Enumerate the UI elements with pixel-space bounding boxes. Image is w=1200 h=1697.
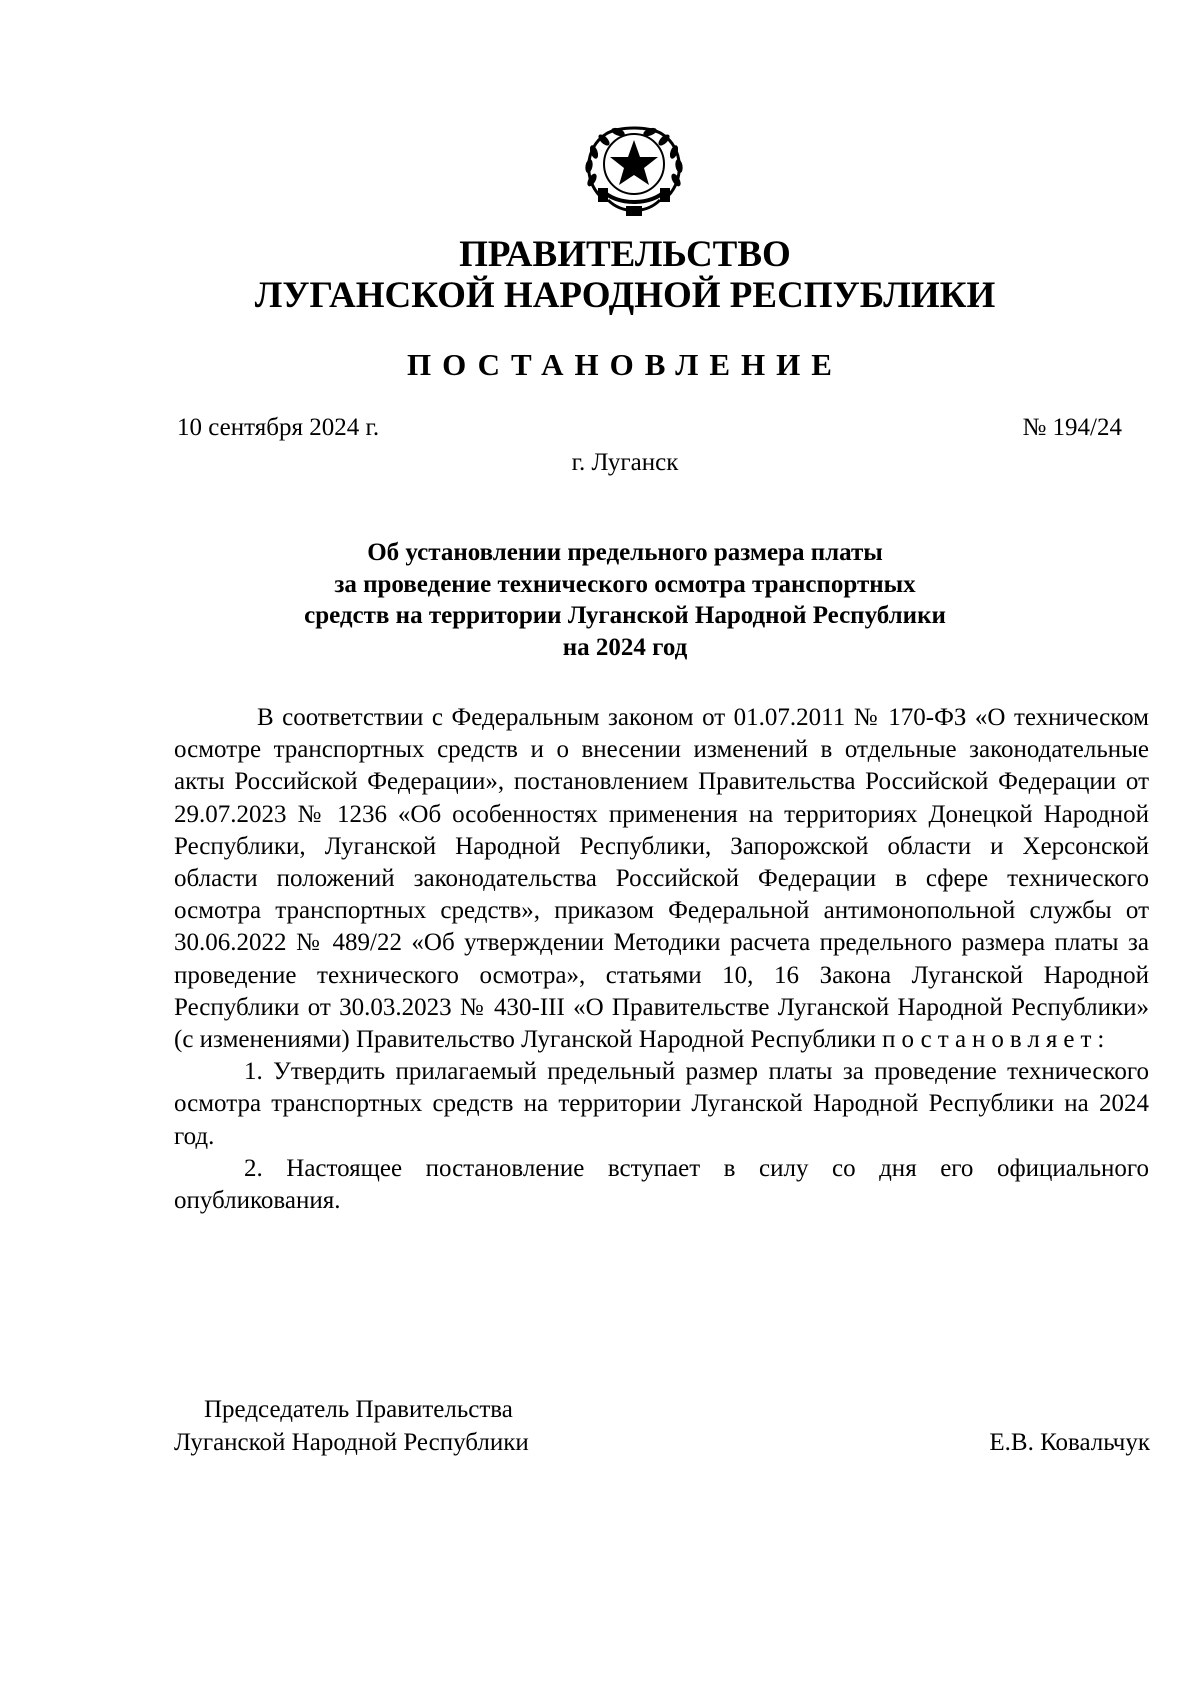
org-name-line2: ЛУГАНСКОЙ НАРОДНОЙ РЕСПУБЛИКИ [254, 275, 996, 316]
title-line4: на 2024 год [562, 633, 688, 661]
title-line3: средств на территории Луганской Народной Республики [304, 602, 946, 629]
preamble-text: В соответствии с Федеральным законом от 01.07.2011 № 170-ФЗ «О техническом осмотре транспортных средств и о внесении изменений в отдельные законодательные акты Российской Федерации», постановлением Правительства Российской Федерации от 29.07.2023 № 1236 «Об особенностях применения на территориях Донецкой Народной Республики, Луганской Народной Республики, Запорожской области и Херсонской области положений законодательства Российской Федерации в сфере технического осмотра транспортных средств», приказом Федеральной антимонопольной службы от 30.06.2022 № 489/22 «Об утверждении Методики расчета предельного размера платы за проведение технического осмотра», статьями 10, 16 Закона Луганской Народной Республики от 30.03.2023 № 430-III «О Правительстве Луганской Народной Республики» (с изменениями) Правительство Луганской Народной Республики [174, 704, 1149, 1054]
document-date: 10 сентября 2024 г. [177, 414, 380, 441]
title-line2: за проведение технического осмотра транспортных [334, 570, 916, 598]
item-2: 2. Настоящее постановление вступает в силу со дня его официального опубликования. [174, 1154, 1149, 1215]
decree-word: постановляет: [882, 1026, 1111, 1054]
document-type: ПОСТАНОВЛЕНИЕ [407, 347, 843, 382]
title-line1: Об установлении предельного размера платы [367, 539, 883, 566]
item-1: 1. Утвердить прилагаемый предельный размер платы за проведение технического осмотра транспортных средств на территории Луганской Народной Республики на 2024 год. [174, 1058, 1149, 1150]
document-city: г. Луганск [571, 449, 679, 476]
signatory-position-line2: Луганской Народной Республики [174, 1429, 529, 1456]
org-name-line1: ПРАВИТЕЛЬСТВО [459, 234, 791, 275]
document-number: № 194/24 [1022, 414, 1122, 441]
preamble-paragraph [174, 702, 1149, 1056]
signatory-position-line1: Председатель Правительства [204, 1396, 513, 1423]
coat-of-arms-emblem [572, 118, 696, 222]
signatory-name: Е.В. Ковальчук [989, 1429, 1150, 1456]
document-body [174, 702, 1149, 1217]
document-title [100, 537, 1150, 663]
